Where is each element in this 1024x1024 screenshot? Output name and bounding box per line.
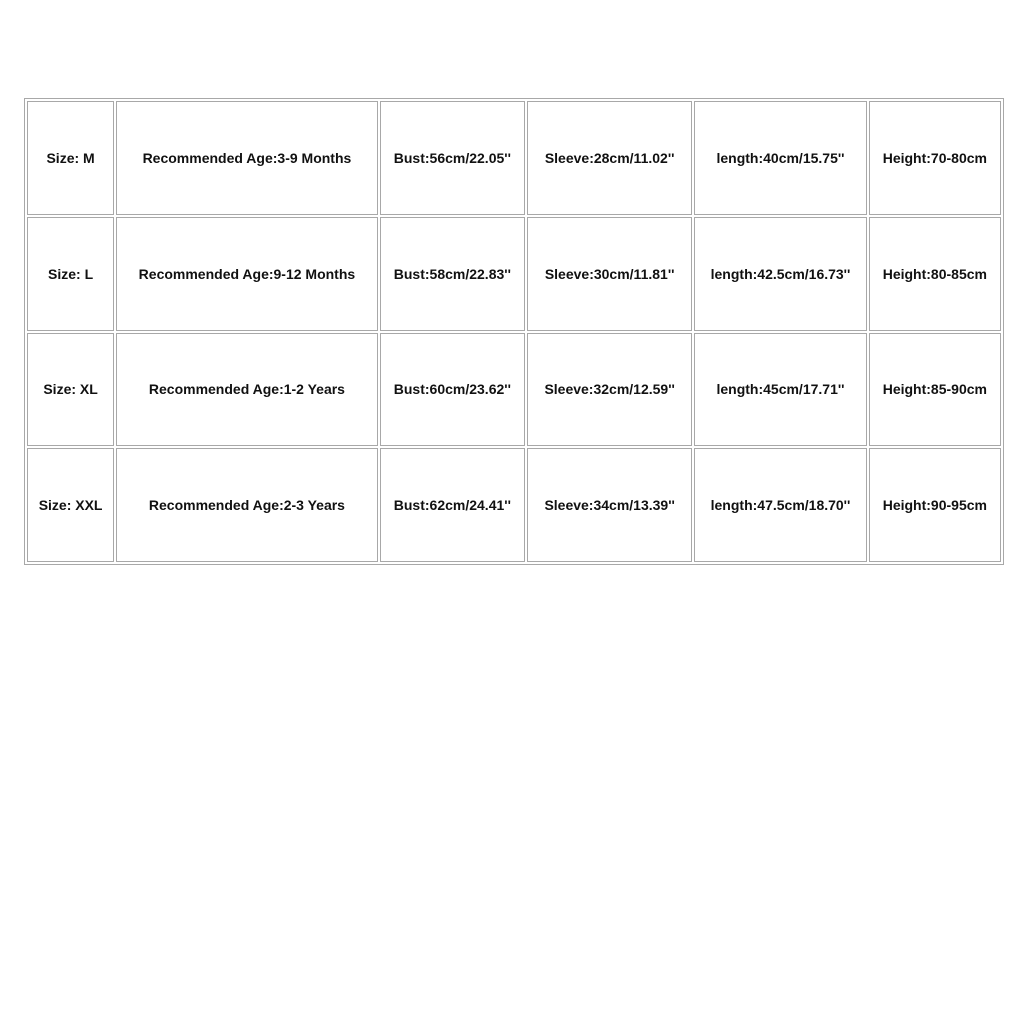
bust-cell: Bust:60cm/23.62''	[380, 333, 525, 447]
height-cell: Height:90-95cm	[869, 448, 1001, 562]
height-cell: Height:70-80cm	[869, 101, 1001, 215]
size-cell: Size: M	[27, 101, 114, 215]
table-row	[27, 101, 1001, 215]
height-cell: Height:80-85cm	[869, 217, 1001, 331]
table-row	[27, 217, 1001, 331]
bust-cell: Bust:62cm/24.41''	[380, 448, 525, 562]
sleeve-cell: Sleeve:30cm/11.81''	[527, 217, 692, 331]
table-row	[27, 448, 1001, 562]
bust-cell: Bust:58cm/22.83''	[380, 217, 525, 331]
length-cell: length:47.5cm/18.70''	[694, 448, 866, 562]
recommended-age-cell: Recommended Age:1-2 Years	[116, 333, 378, 447]
recommended-age-cell: Recommended Age:3-9 Months	[116, 101, 378, 215]
bust-cell: Bust:56cm/22.05''	[380, 101, 525, 215]
size-cell: Size: L	[27, 217, 114, 331]
recommended-age-cell: Recommended Age:9-12 Months	[116, 217, 378, 331]
length-cell: length:45cm/17.71''	[694, 333, 866, 447]
sleeve-cell: Sleeve:28cm/11.02''	[527, 101, 692, 215]
size-cell: Size: XL	[27, 333, 114, 447]
sleeve-cell: Sleeve:34cm/13.39''	[527, 448, 692, 562]
length-cell: length:42.5cm/16.73''	[694, 217, 866, 331]
recommended-age-cell: Recommended Age:2-3 Years	[116, 448, 378, 562]
size-chart-table	[24, 98, 1004, 565]
sleeve-cell: Sleeve:32cm/12.59''	[527, 333, 692, 447]
length-cell: length:40cm/15.75''	[694, 101, 866, 215]
table-row	[27, 333, 1001, 447]
height-cell: Height:85-90cm	[869, 333, 1001, 447]
size-cell: Size: XXL	[27, 448, 114, 562]
